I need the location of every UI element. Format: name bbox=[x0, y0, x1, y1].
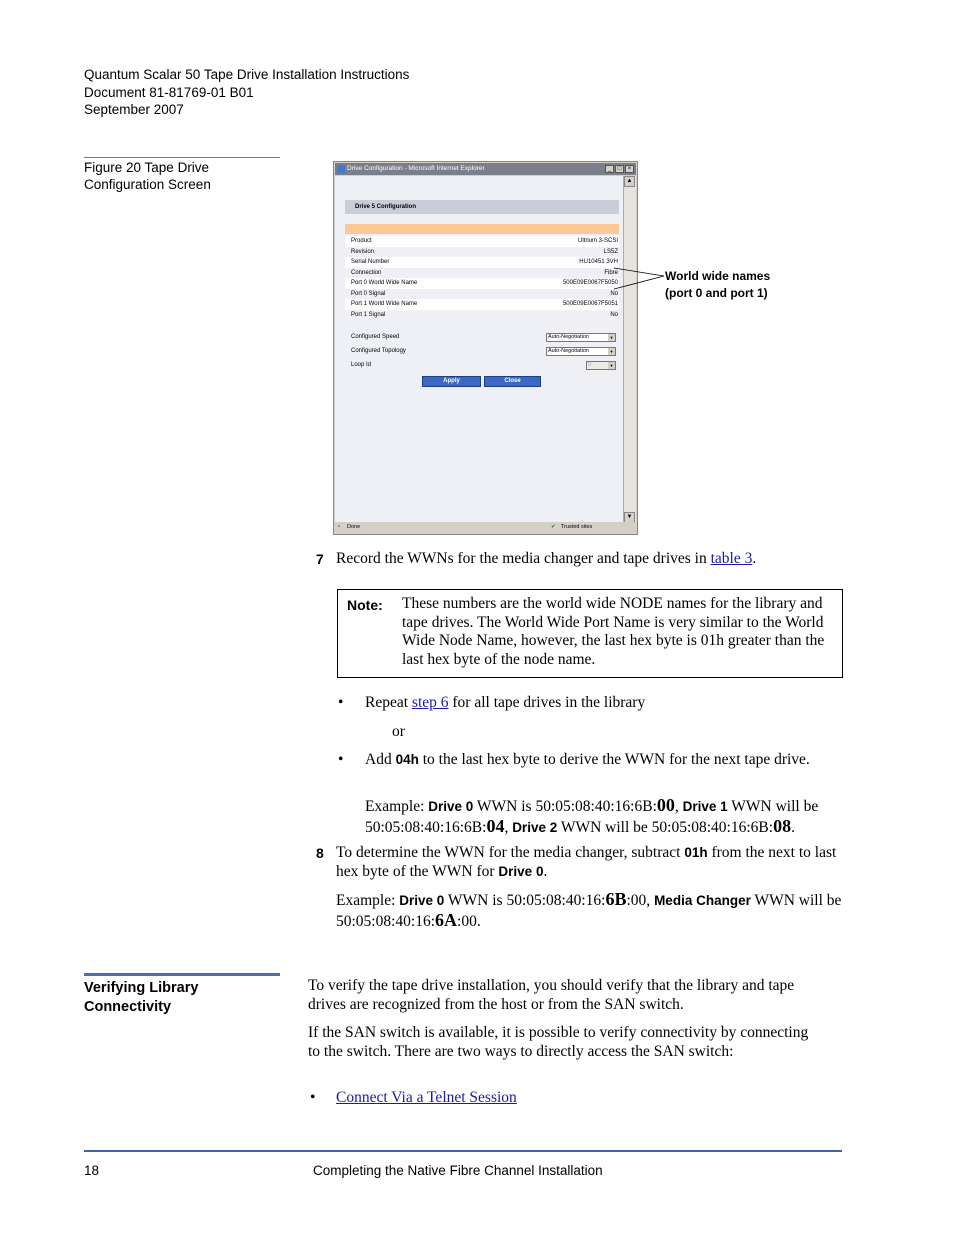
section-para-2: If the SAN switch is available, it is possible to verify connectivity by connecting to the switch. There are two ways to directly access the SAN switch: bbox=[308, 1024, 809, 1060]
running-header bbox=[84, 66, 409, 119]
chevron-down-icon: ▼ bbox=[609, 363, 614, 368]
minimize-icon: _ bbox=[605, 165, 614, 173]
panel-title: Drive 5 Configuration bbox=[345, 200, 619, 214]
header-document-number: Document 81-81769-01 B01 bbox=[84, 84, 254, 100]
info-row: Port 0 Signal No bbox=[351, 290, 618, 297]
status-bar bbox=[335, 522, 636, 533]
configured-speed-select: Auto-Negotiation ▼ bbox=[546, 333, 616, 342]
bullet-mark: • bbox=[338, 694, 344, 711]
window-client-area bbox=[335, 176, 625, 523]
configured-speed-label: Configured Speed bbox=[351, 334, 400, 340]
or-text: or bbox=[392, 723, 405, 740]
figure-callout bbox=[665, 268, 770, 301]
info-row: Connection Fibre bbox=[351, 269, 618, 276]
bullet-mark: • bbox=[338, 751, 344, 768]
status-zone: Trusted sites bbox=[561, 524, 593, 530]
example-2: Example: Drive 0 WWN is 50:05:08:40:16:6B:00, Media Changer WWN will be 50:05:08:40:16:6A:00. bbox=[336, 889, 842, 930]
step-number: 7 bbox=[316, 551, 324, 567]
page-icon: ▫ bbox=[338, 524, 340, 530]
step-7: 7 Record the WWNs for the media changer and tape drives in table 3. bbox=[316, 550, 757, 567]
close-button: Close bbox=[484, 376, 541, 387]
step-8: 8 To determine the WWN for the media changer, subtract 01h from the next to last hex byte of the WWN for Drive 0. bbox=[316, 844, 837, 880]
loop-id-label: Loop Id bbox=[351, 362, 372, 368]
bullet-telnet bbox=[310, 1089, 810, 1108]
table-3-link[interactable]: table 3 bbox=[710, 550, 753, 567]
section-heading: Verifying Library Connectivity bbox=[84, 973, 280, 1017]
close-icon: × bbox=[625, 165, 634, 173]
header-title: Quantum Scalar 50 Tape Drive Installation Instructions bbox=[84, 67, 410, 82]
check-icon: ✔ bbox=[551, 524, 556, 530]
panel-highlight-bar bbox=[345, 224, 619, 234]
step-6-link[interactable]: step 6 bbox=[411, 694, 449, 711]
info-row: Revision LS5Z bbox=[351, 248, 618, 255]
note-text: These numbers are the world wide NODE names for the library and tape drives. The World Wide Port Name is very similar to the World Wide Node Name, however, the last hex byte is 01h greater than the last hex byte of the node name. bbox=[402, 595, 825, 668]
callout-leader-lines bbox=[610, 264, 670, 294]
example-1: Example: Drive 0 WWN is 50:05:08:40:16:6B:00, Drive 1 WWN will be 50:05:08:40:16:6B:04, Drive 2 WWN will be 50:05:08:40:16:6B:08. bbox=[365, 795, 819, 836]
info-row: Serial Number HU10451 3VH bbox=[345, 257, 619, 268]
callout-line2: (port 0 and port 1) bbox=[665, 285, 768, 300]
footer-chapter: Completing the Native Fibre Channel Installation bbox=[313, 1163, 603, 1178]
section-para-1: To verify the tape drive installation, you should verify that the library and tape drives are recognized from the host or from the SAN switch. bbox=[308, 977, 795, 1013]
bullet-add-04h: • Add 04h to the last hex byte to derive the WWN for the next tape drive. bbox=[338, 751, 810, 768]
vertical-scrollbar bbox=[623, 176, 636, 523]
loop-id-select: 0 ▼ bbox=[586, 361, 616, 370]
chevron-down-icon: ▼ bbox=[609, 335, 614, 340]
info-row: Port 1 Signal No bbox=[351, 311, 618, 318]
maximize-icon: □ bbox=[615, 165, 624, 173]
figure-caption-line2: Configuration Screen bbox=[84, 177, 211, 192]
figure-caption bbox=[84, 157, 280, 193]
info-row-port0-wwn: Port 0 World Wide Name 500E09E0067F5050 bbox=[345, 278, 619, 289]
info-row-port1-wwn: Port 1 World Wide Name 500E09E0067F5051 bbox=[345, 299, 619, 310]
configured-topology-label: Configured Topology bbox=[351, 348, 406, 354]
footer-rule bbox=[84, 1150, 842, 1152]
note-label: Note: bbox=[347, 597, 383, 613]
scroll-up-icon: ▲ bbox=[624, 176, 635, 187]
bullet-repeat-step: • Repeat step 6 for all tape drives in the library bbox=[338, 694, 646, 711]
drive-configuration-screenshot bbox=[333, 161, 638, 535]
note-box bbox=[337, 589, 843, 678]
info-row: Product Ultrium 3-SCSI bbox=[345, 236, 619, 247]
header-date: September 2007 bbox=[84, 102, 184, 117]
scroll-down-icon: ▼ bbox=[624, 512, 635, 523]
ie-icon bbox=[337, 165, 345, 173]
figure-caption-line1: Figure 20 Tape Drive bbox=[84, 160, 210, 175]
callout-line1: World wide names bbox=[665, 269, 771, 283]
bullet-mark: • bbox=[310, 1089, 316, 1106]
chevron-down-icon: ▼ bbox=[609, 349, 614, 354]
window-title: Drive Configuration - Microsoft Internet Explorer bbox=[347, 165, 485, 172]
status-done: Done bbox=[347, 524, 361, 530]
step-number: 8 bbox=[316, 845, 324, 861]
window-titlebar bbox=[335, 163, 636, 175]
page-number: 18 bbox=[84, 1163, 100, 1178]
connect-via-telnet-link[interactable]: Connect Via a Telnet Session bbox=[336, 1089, 517, 1106]
apply-button: Apply bbox=[422, 376, 481, 387]
configured-topology-select: Auto-Negotiation ▼ bbox=[546, 347, 616, 356]
